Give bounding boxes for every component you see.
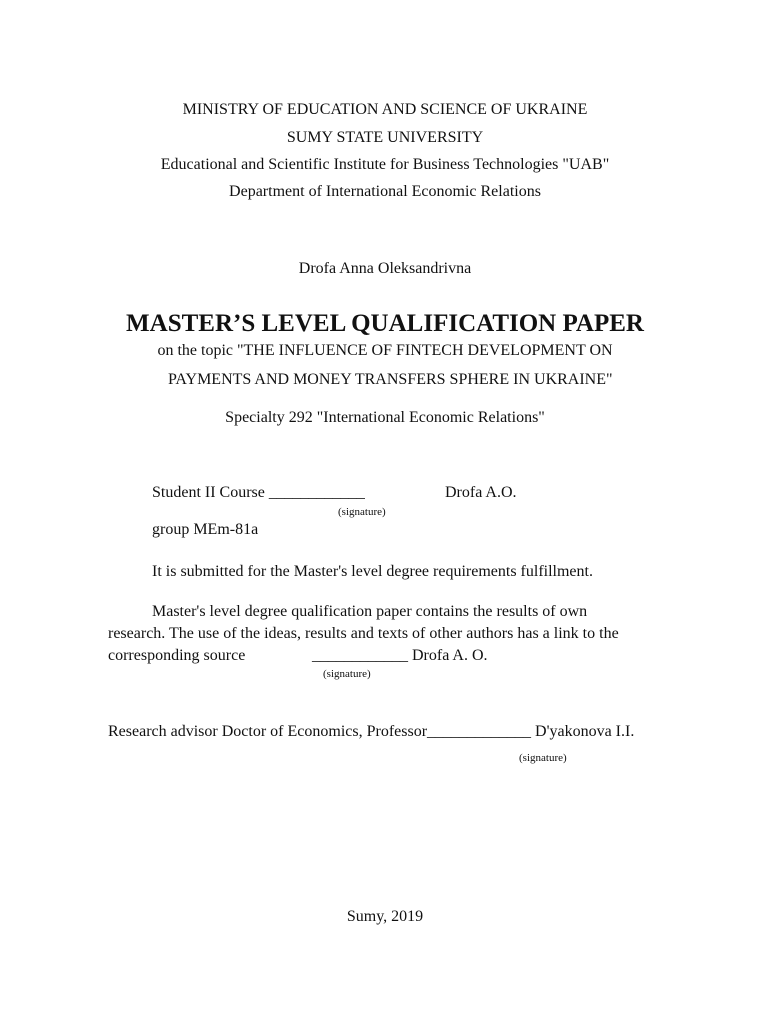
advisor-signature-caption: (signature)	[519, 752, 567, 764]
topic-line-1: on the topic "THE INFLUENCE OF FINTECH DEVELOPMENT ON	[157, 342, 613, 359]
student-course-label: Student II Course	[152, 484, 265, 501]
originality-signature-blank: ____________	[312, 647, 408, 664]
submitted-statement: It is submitted for the Master's level degree requirements fulfillment.	[152, 563, 593, 580]
originality-name: Drofa A. O.	[412, 647, 488, 664]
department-heading: Department of International Economic Relations	[229, 183, 541, 200]
originality-line-3-label: corresponding source	[108, 647, 246, 664]
topic-line-2: PAYMENTS AND MONEY TRANSFERS SPHERE IN UKRAINE"	[168, 371, 613, 388]
originality-signature-row	[312, 646, 488, 666]
university-heading: SUMY STATE UNIVERSITY	[286, 129, 484, 146]
originality-line-1: Master's level degree qualification paper contains the results of own	[152, 603, 588, 620]
student-signature-caption: (signature)	[338, 506, 386, 518]
originality-line-2: research. The use of the ideas, results and texts of other authors has a link to the	[108, 625, 619, 642]
institute-heading: Educational and Scientific Institute for Business Technologies "UAB"	[160, 156, 610, 173]
ministry-heading: MINISTRY OF EDUCATION AND SCIENCE OF UKRAINE	[182, 101, 588, 118]
student-signature-blank: ____________	[268, 484, 365, 501]
specialty: Specialty 292 "International Economic Relations"	[225, 409, 545, 426]
student-name: Drofa A.O.	[445, 484, 517, 501]
paper-title: MASTER’S LEVEL QUALIFICATION PAPER	[126, 310, 644, 337]
advisor-label: Research advisor Doctor of Economics, Professor	[108, 723, 428, 740]
advisor-row	[108, 722, 634, 742]
advisor-name: D'yakonova I.I.	[535, 723, 635, 740]
advisor-signature-blank: _____________	[427, 723, 532, 740]
student-row	[152, 483, 365, 503]
student-group: group MEm-81a	[152, 521, 259, 538]
originality-signature-caption: (signature)	[323, 668, 371, 680]
author-name: Drofa Anna Oleksandrivna	[298, 260, 472, 277]
place-year: Sumy, 2019	[346, 908, 424, 925]
